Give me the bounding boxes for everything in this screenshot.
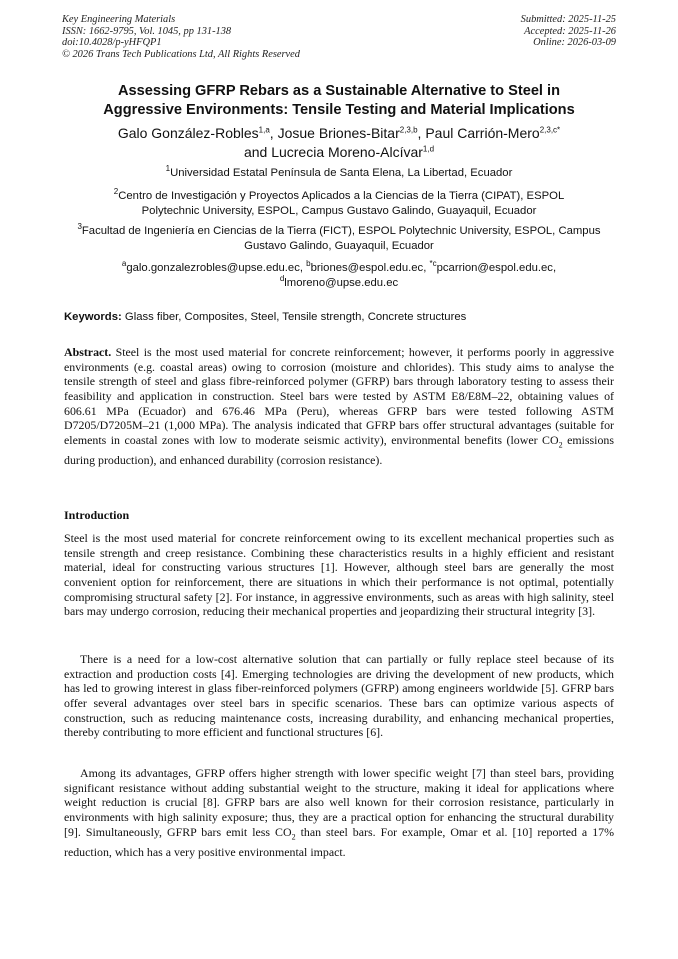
journal-doi: doi:10.4028/p-yHFQP1 [62,37,162,49]
author-affiliation-mark: 1,d [422,144,435,154]
author-name: Galo González-Robles [117,125,259,141]
journal-header-left [62,14,300,60]
author-conjunction: and [243,144,268,160]
email-line-1 [55,261,623,276]
affiliation-mark: 1 [165,164,171,174]
intro-paragraph-3 [64,766,614,859]
email-mark: a [121,259,127,269]
journal-header-right [521,14,616,49]
intro-p3-text-end: than steel bars. For example, Omar et al. [10] reported a 17% reduction, which has a very positive environmental impact. [64,824,614,859]
author-name: Lucrecia Moreno-Alcívar [271,144,423,160]
author-emails [55,261,623,290]
accepted-date: Accepted: 2025-11-26 [524,25,616,37]
submitted-date: Submitted: 2025-11-25 [520,14,616,25]
affiliation-mark: 3 [77,222,82,232]
keywords-label: Keywords: [64,311,122,323]
affiliation-text: Facultad de Ingeniería en Ciencias de la Tierra (FICT), ESPOL Polytechnic University, ESPOL, Campus Gustavo Galindo, Guayaquil, Ecuador [81,225,601,252]
author-affiliation-mark: 1,a [258,125,270,135]
title-line-1: Assessing GFRP Rebars as a Sustainable Alternative to Steel in [117,83,561,99]
journal-issn: ISSN: 1662-9795, Vol. 1045, pp 131-138 [62,25,232,37]
affiliation-text: Centro de Investigación y Proyectos Aplicados a la Ciencias de la Tierra (CIPAT), ESPOL Polytechnic University, ESPOL, Campus Gustavo Galindo, Guayaquil, Ecuador [118,190,565,217]
author-affiliation-mark: 2,3,c* [539,125,561,135]
author-line-1: Galo González-Robles$^{1,a}$, Josue Briones-Bitar$^{2,3,b}$, Paul Carrión-Mero$^{2,3,c*}$ [117,125,561,141]
online-date: Online: 2026-03-09 [533,37,616,49]
affiliation-text: Universidad Estatal Península de Santa Elena, La Libertad, Ecuador [170,167,513,179]
author-list [40,124,638,162]
email: briones@espol.edu.ec, [310,262,427,274]
affiliation [70,224,608,254]
email-mark: b [306,259,311,269]
intro-paragraph-2: There is a need for a low-cost alternative solution that can partially or fully replace steel because of its extraction and production costs [4]. Emerging technologies are driving the development of new products, which has led to growing interest in glass fiber-reinforced polymers (GFRP) among engineers worldwide [5]. GFRP bars offer several advantages over steel bars in specific scenarios. These bars can optimize various aspects of construction, such as reducing maintenance costs, increasing durability, and enhancing mechanical properties, thereby contributing to more efficient and functional structures [6]. [64,652,614,740]
abstract [64,345,614,468]
author-name: Paul Carrión-Mero [425,125,540,141]
affiliation [85,189,593,219]
keywords [64,310,624,324]
affiliation-mark: 2 [113,187,119,197]
email: lmoreno@upse.edu.ec [284,276,399,289]
journal-copyright: © 2026 Trans Tech Publications Ltd, All Rights Reserved [62,48,300,60]
intro-p3-text: Among its advantages, GFRP offers higher strength with lower specific weight [7] than steel bars, providing significant resistance without adding substantial weight to the structure, making it ideal for applications where weight reduction is crucial [8]. GFRP bars are also well known for their corrosion resistance, particularly in environments with high salinity exposure; thus, they are a practical option for enhancing the structural durability [9]. Simultaneously, GFRP bars emit less CO [64,766,614,839]
abstract-text: Steel is the most used material for concrete reinforcement; however, it performs poorly in aggressive environments (e.g. coastal areas) owing to corrosion (moisture and chlorides). This study aims to analyse the tensile strength of steel and glass fibre-reinforced polymer (GFRP) bars through laboratory testing to assess their feasibility and application in construction. Steel bars were tested by ASTM E8/E8M–22, obtaining values of 606.61 MPa (Ecuador) and 676.46 MPa (Peru), whereas GFRP bars were tested following ASTM D7205/D7205M–21 (1,000 MPa). The analysis indicated that GFRP bars offer structural advantages (suitable for elements in coastal zones with low to moderate seismic activity), environmental benefits (lower CO [64,345,614,447]
email-line-2 [55,273,623,291]
abstract-text-end: emissions during production), and enhanced durability (corrosion resistance). [64,432,614,467]
abstract-label: Abstract. [64,345,112,359]
email-mark: *c [429,259,437,269]
title-line-2: Aggressive Environments: Tensile Testing and Material Implications [103,102,575,118]
intro-paragraph-1: Steel is the most used material for concrete reinforcement owing to its excellent mechanical properties such as tensile strength and creep resistance. Combining these characteristics results in a highly efficient and resistant material, ideal for constructing various structures [1]. However, although steel bars are generally the most convenient option for reinforcement, there are situations in which their performance is not optimal, potentially compromising structural safety [2]. For instance, in aggressive environments, such as areas with high salinity, steel bars may undergo corrosion, reducing their mechanical properties and jeopardizing their structural integrity [3]. [64,531,614,619]
section-heading-introduction: Introduction [64,508,130,522]
co2-subscript: 2 [291,832,296,841]
author-affiliation-mark: 2,3,b [399,125,418,135]
email-mark: d [279,273,285,283]
email: galo.gonzalezrobles@upse.edu.ec, [126,262,304,274]
journal-name: Key Engineering Materials [62,14,176,25]
affiliation [55,166,623,181]
paper-title [40,82,638,120]
author-name: Josue Briones-Bitar [277,125,400,141]
email: pcarrion@espol.edu.ec, [436,262,557,274]
keywords-text: Glass fiber, Composites, Steel, Tensile strength, Concrete structures [124,311,467,323]
author-line-2 [40,143,638,162]
co2-subscript: 2 [558,440,563,450]
